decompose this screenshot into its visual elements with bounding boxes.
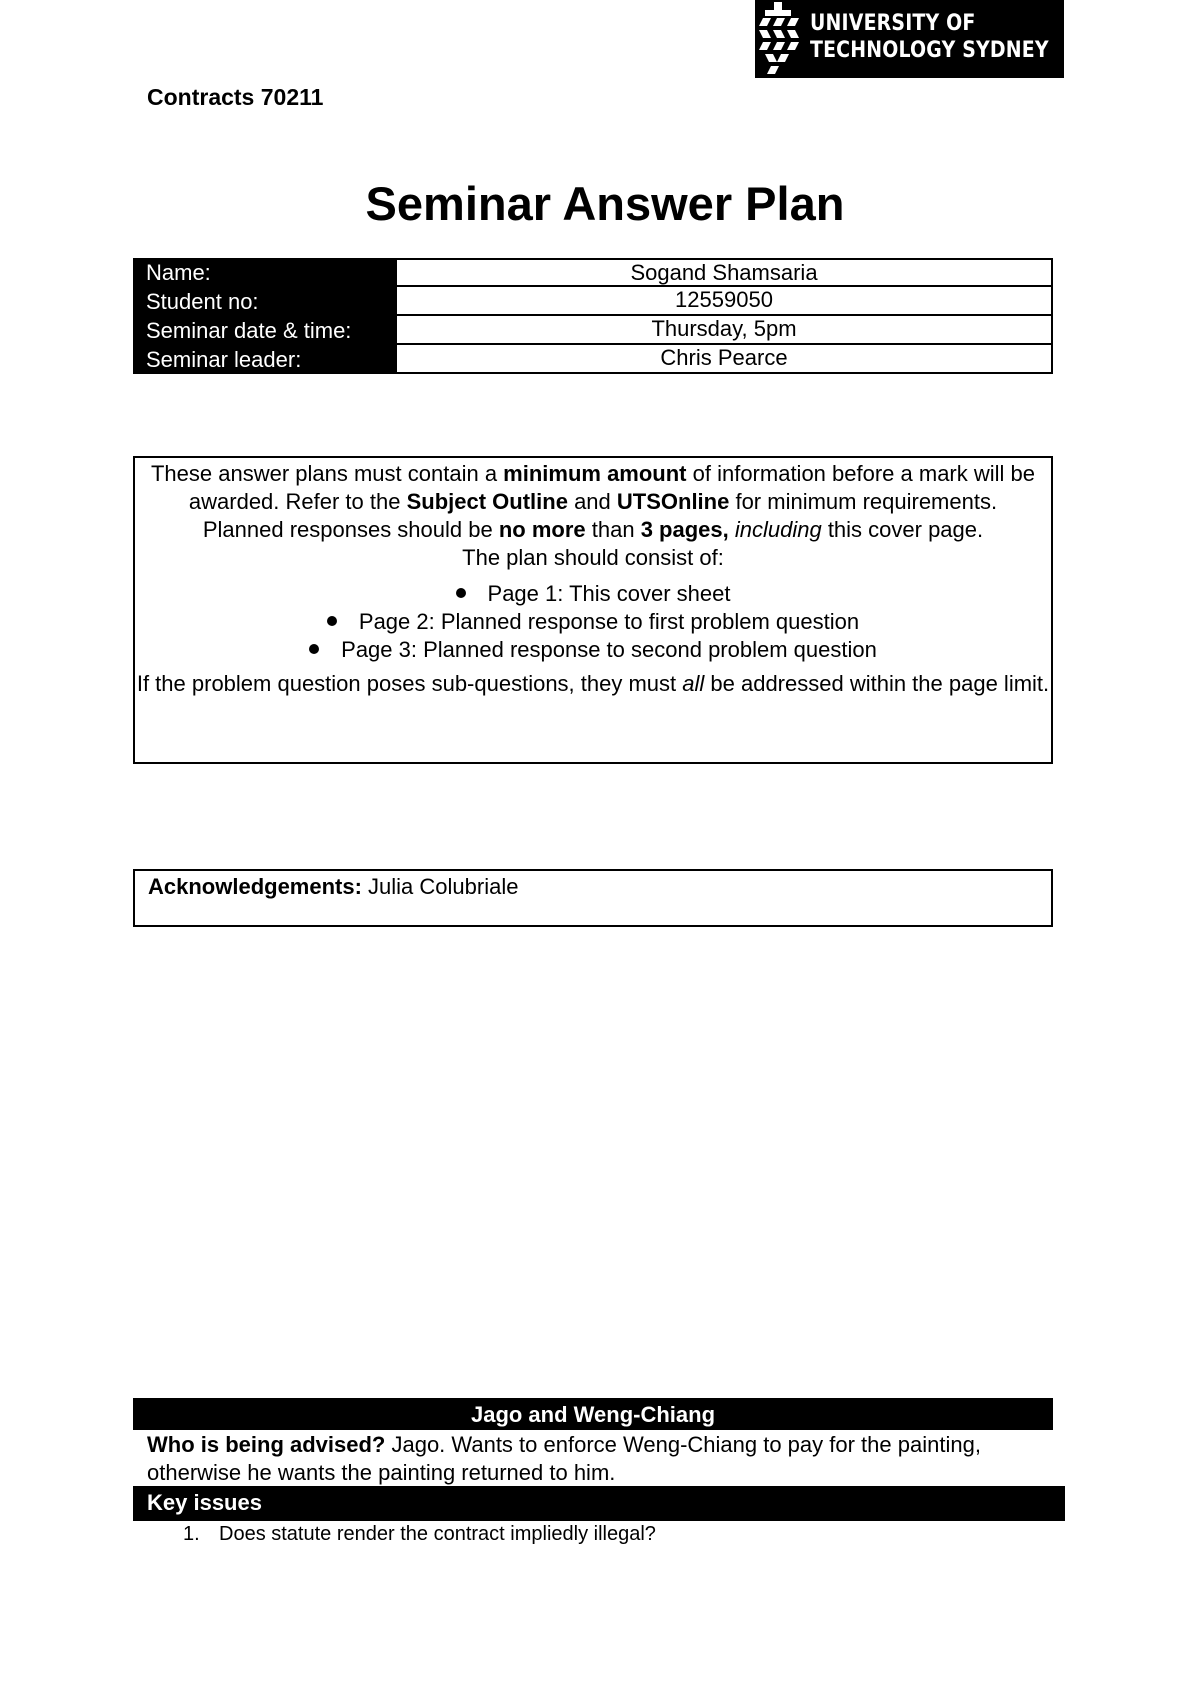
details-row-student-no (133, 287, 1053, 316)
acknowledgements-box (133, 869, 1053, 927)
details-value: Thursday, 5pm (395, 316, 1053, 345)
who-is-advised (147, 1431, 1047, 1487)
text-italic: including (734, 517, 822, 542)
text: for minimum requirements. (729, 489, 998, 514)
instructions-paragraph-4 (135, 670, 1051, 698)
key-issues-header: Key issues (133, 1486, 1065, 1521)
details-value: Chris Pearce (395, 345, 1053, 374)
text-italic: all (682, 671, 705, 696)
list-item (135, 580, 1051, 608)
text: If the problem question poses sub-questions, they must (136, 671, 683, 696)
instructions-paragraph-2 (135, 516, 1051, 544)
logo-line-2: TECHNOLOGY SYDNEY (810, 38, 1049, 63)
details-label: Name: (133, 258, 395, 287)
details-value: Sogand Shamsaria (395, 258, 1053, 287)
instructions-paragraph-3: The plan should consist of: (462, 545, 724, 570)
text-bold: Subject Outline (406, 489, 568, 514)
course-title: Contracts 70211 (147, 84, 324, 110)
list-item-text: Page 1: This cover sheet (487, 581, 731, 606)
logo-line-1: UNIVERSITY OF (810, 11, 976, 36)
list-item (135, 608, 1051, 636)
advised-text: Jago. Wants to enforce Weng-Chiang to pay for the painting, otherwise he wants the painting returned to him. (147, 1432, 981, 1485)
list-item (135, 636, 1051, 664)
text: than (585, 517, 641, 542)
text: be addressed within the page limit. (704, 671, 1050, 696)
section-header: Jago and Weng-Chiang (133, 1398, 1053, 1430)
text: These answer plans must contain a (150, 461, 504, 486)
list-item-text: Page 3: Planned response to second problem question (341, 637, 877, 662)
instructions-paragraph-1 (135, 460, 1051, 516)
list-item (183, 1520, 656, 1548)
acknowledgements-value: Julia Colubriale (361, 874, 519, 899)
logo-wordmark (810, 10, 1049, 64)
issue-list (183, 1520, 656, 1548)
list-number: 1. (183, 1523, 200, 1545)
bullet-icon (456, 588, 466, 598)
text-bold: UTSOnline (616, 489, 730, 514)
text: and (567, 489, 617, 514)
uts-emblem-icon (755, 0, 807, 78)
uts-logo (755, 0, 1064, 78)
details-row-seminar-leader (133, 345, 1053, 374)
details-row-name (133, 258, 1053, 287)
student-details-table (133, 258, 1053, 374)
details-row-seminar-date (133, 316, 1053, 345)
text: of information before a mark will be awarded. Refer to the (188, 461, 1036, 514)
list-item-text: Does statute render the contract impliedly illegal? (219, 1523, 656, 1545)
acknowledgements-label: Acknowledgements: (148, 874, 362, 899)
details-label: Student no: (133, 287, 395, 316)
bullet-icon (327, 616, 337, 626)
text-bold: no more (498, 517, 586, 542)
text-bold: 3 pages, (640, 517, 729, 542)
page-title: Seminar Answer Plan (365, 177, 845, 230)
text-bold: minimum amount (503, 461, 687, 486)
text: this cover page. (821, 517, 984, 542)
details-value: 12559050 (395, 287, 1053, 316)
details-label: Seminar leader: (133, 345, 395, 374)
instructions-box (133, 456, 1053, 764)
details-label: Seminar date & time: (133, 316, 395, 345)
bullet-icon (309, 644, 319, 654)
list-item-text: Page 2: Planned response to first problem question (358, 609, 860, 634)
advised-label: Who is being advised? (147, 1432, 386, 1457)
page-list (135, 580, 1051, 664)
text: Planned responses should be (202, 517, 499, 542)
